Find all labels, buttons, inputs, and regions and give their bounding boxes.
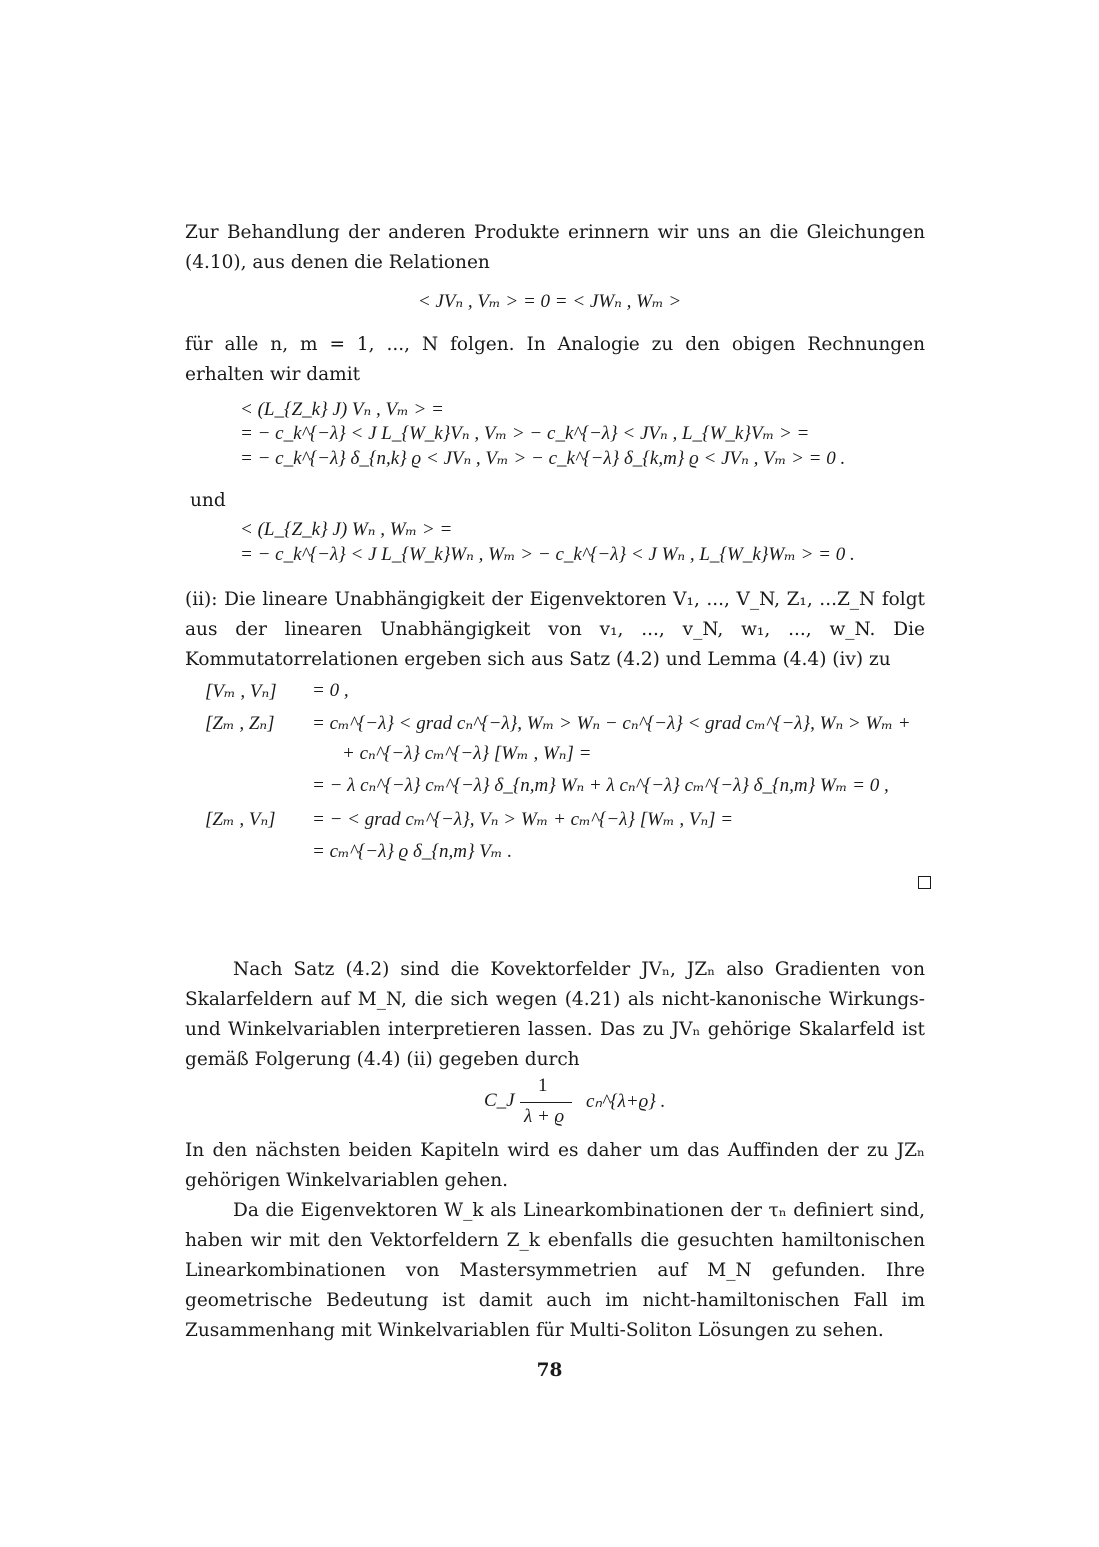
equation-b-line2: = − c_k^{−λ} < J L_{W_k}Wₙ , Wₘ > − c_k^{−λ} < J Wₙ , L_{W_k}Wₘ > = 0 .	[240, 544, 855, 565]
paragraph-next-chapters: In den nächsten beiden Kapiteln wird es daher um das Auffinden der zu JZₙ gehörigen Winkelvariablen gehen.	[185, 1140, 925, 1191]
word-und: und	[190, 490, 226, 511]
paragraph-independence: (ii): Die lineare Unabhängigkeit der Eigenvektoren V₁, ..., V_N, Z₁, ...Z_N folgt aus der linearen Unabhängigkeit von v₁, ..., v_N, w₁, ..., w_N. Die Kommutatorrelationen ergeben sich aus Satz (4.2) und Lemma (4.4) (iv) zu	[185, 589, 925, 670]
paragraph-intro: Zur Behandlung der anderen Produkte erinnern wir uns an die Gleichungen (4.10), aus denen die Relationen	[185, 222, 925, 273]
commutator-l5: [Zₘ , Vₙ]	[205, 809, 276, 830]
paragraph-kovektor: Nach Satz (4.2) sind die Kovektorfelder JVₙ, JZₙ also Gradienten von Skalarfeldern auf M_N, die sich wegen (4.21) als nicht-kanonische Wirkungs- und Winkelvariablen interpretieren lassen. Das zu JVₙ gehörige Skalarfeld ist gemäß Folgerung (4.4) (ii) gegeben durch	[185, 959, 925, 1070]
paragraph-follow: für alle n, m = 1, ..., N folgen. In Analogie zu den obigen Rechnungen erhalten wir damit	[185, 334, 925, 385]
equation-b-line1: < (L_{Z_k} J) Wₙ , Wₘ > =	[240, 519, 453, 540]
equation-a-line3: = − c_k^{−λ} δ_{n,k} ϱ < JVₙ , Vₘ > − c_k^{−λ} δ_{k,m} ϱ < JVₙ , Vₘ > = 0 .	[240, 448, 846, 469]
commutator-l1: [Vₘ , Vₙ]	[205, 681, 277, 702]
commutator-r4: = − λ cₙ^{−λ} cₘ^{−λ} δ_{n,m} Wₙ + λ cₙ^{−λ} cₘ^{−λ} δ_{n,m} Wₘ = 0 ,	[312, 775, 889, 796]
commutator-l2: [Zₘ , Zₙ]	[205, 713, 275, 734]
commutator-r6: = cₘ^{−λ} ϱ δ_{n,m} Vₘ .	[312, 841, 513, 862]
paragraph-eigenvectors: Da die Eigenvektoren W_k als Linearkombinationen der τₙ definiert sind, haben wir mit den Vektorfeldern Z_k ebenfalls die gesuchten hamiltonischen Linearkombinationen von Mastersymmetrien auf M_N gefunden. Ihre geometrische Bedeutung ist damit auch im nicht-hamiltonischen Fall im Zusammenhang mit Winkelvariablen für Multi-Soliton Lösungen zu sehen.	[185, 1200, 925, 1341]
commutator-r5: = − < grad cₘ^{−λ}, Vₙ > Wₘ + cₘ^{−λ} [Wₘ , Vₙ] =	[312, 809, 734, 830]
fraction-numerator: 1	[538, 1075, 548, 1096]
equation-relations: < JVₙ , Vₘ > = 0 = < JWₙ , Wₘ >	[417, 291, 682, 312]
equation-a-line2: = − c_k^{−λ} < J L_{W_k}Vₙ , Vₘ > − c_k^{−λ} < JVₙ , L_{W_k}Vₘ > =	[240, 423, 810, 444]
qed-square-icon	[918, 876, 931, 889]
page-number: 78	[536, 1360, 563, 1381]
commutator-r1: = 0 ,	[312, 680, 349, 701]
fraction-denominator: λ + ϱ	[524, 1106, 565, 1127]
equation-a-line1: < (L_{Z_k} J) Vₙ , Vₘ > =	[240, 399, 444, 420]
fraction-suffix: cₙ^{λ+ϱ} .	[586, 1091, 666, 1112]
fraction-bar	[520, 1102, 572, 1103]
commutator-r2: = cₘ^{−λ} < grad cₙ^{−λ}, Wₘ > Wₙ − cₙ^{−λ} < grad cₘ^{−λ}, Wₙ > Wₘ +	[312, 713, 911, 734]
fraction-prefix: C_J	[484, 1090, 515, 1111]
commutator-r3: + cₙ^{−λ} cₘ^{−λ} [Wₘ , Wₙ] =	[342, 743, 592, 764]
